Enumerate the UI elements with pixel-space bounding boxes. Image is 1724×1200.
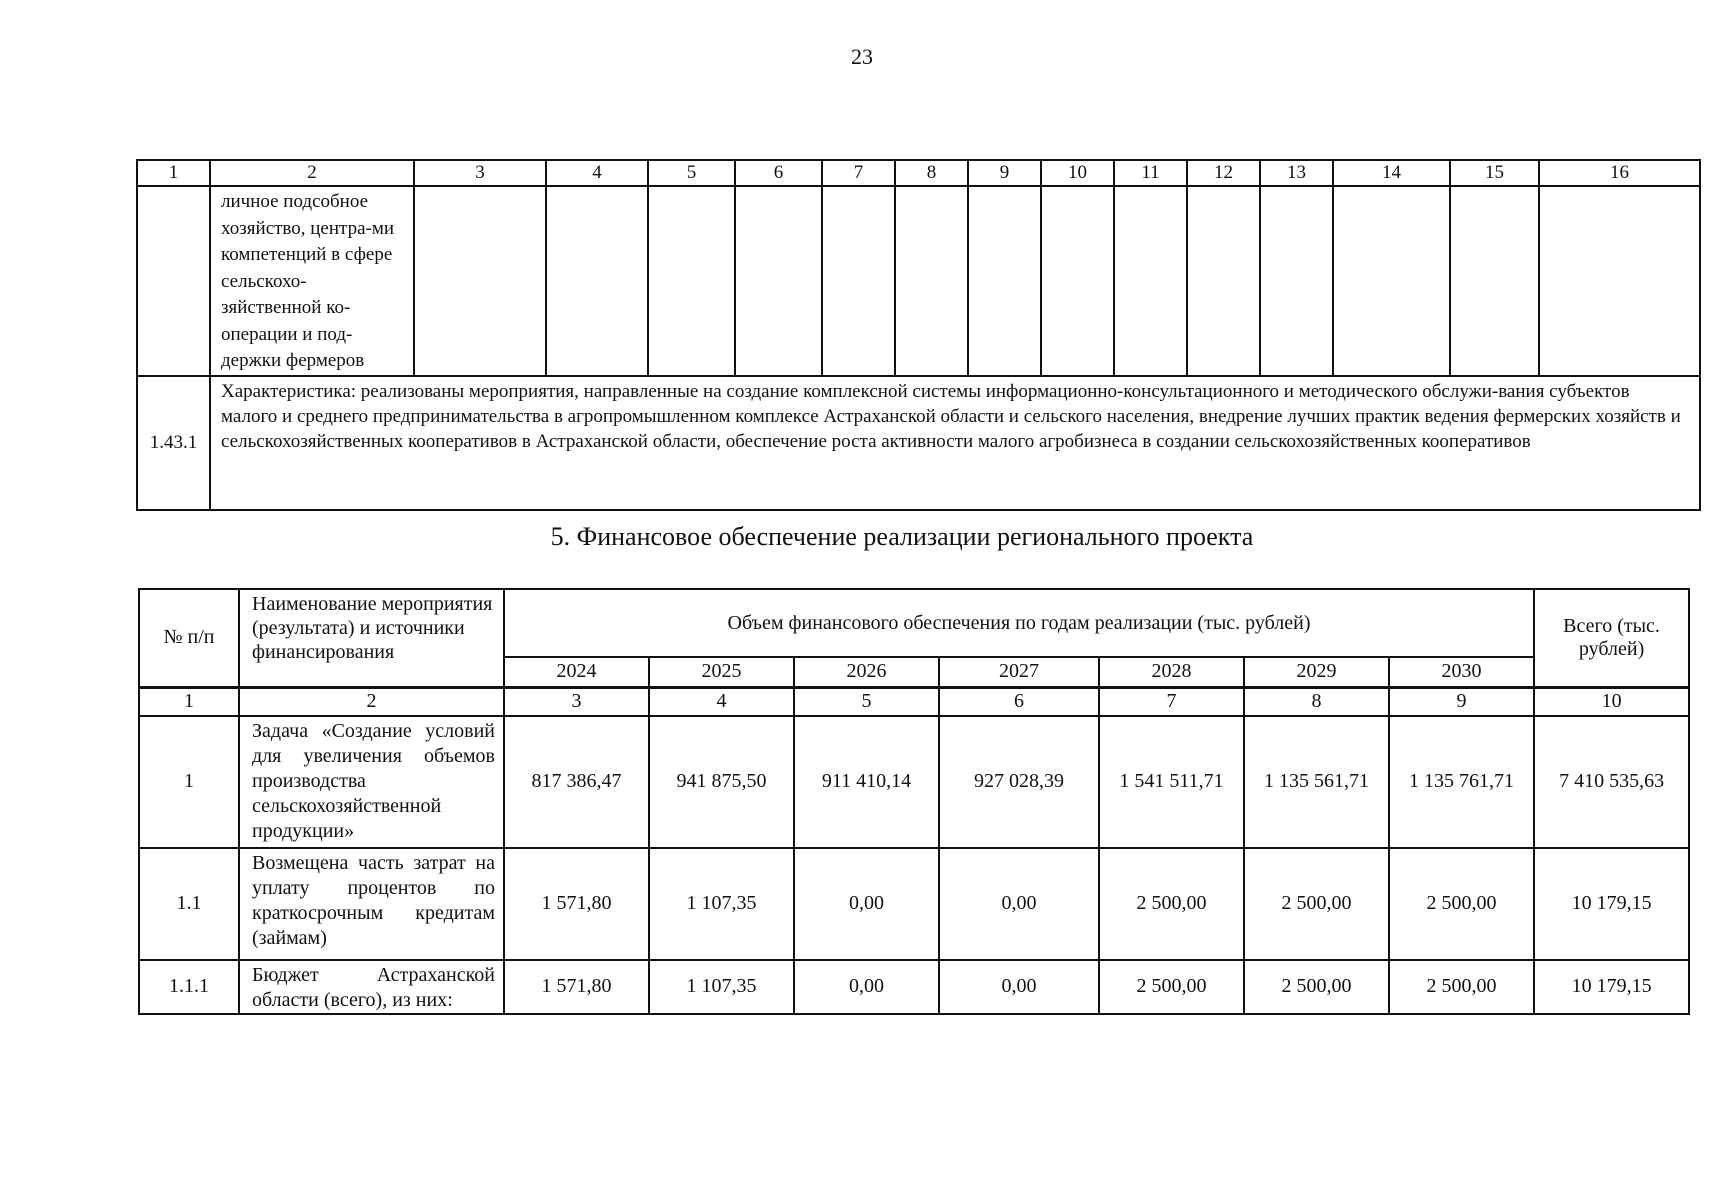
table-row — [137, 186, 1700, 376]
column-number: 16 — [1539, 160, 1700, 186]
page-number: 23 — [851, 44, 873, 69]
year-value: 0,00 — [939, 848, 1099, 960]
table-row — [139, 848, 1689, 960]
column-number: 4 — [546, 160, 648, 186]
year-value: 1 571,80 — [504, 960, 649, 1014]
year-value: 1 541 511,71 — [1099, 716, 1244, 848]
section-title: 5. Финансовое обеспечение реализации регионального проекта — [550, 522, 1254, 551]
financing-table — [138, 588, 1690, 1015]
header-volume: Объем финансового обеспечения по годам реализации (тыс. рублей) — [504, 589, 1534, 657]
year-value: 2 500,00 — [1244, 960, 1389, 1014]
year-header: 2027 — [939, 657, 1099, 687]
row-total: 10 179,15 — [1534, 848, 1689, 960]
column-number: 2 — [239, 687, 504, 716]
row-number: 1.1.1 — [139, 960, 239, 1014]
year-value: 1 571,80 — [504, 848, 649, 960]
column-number: 7 — [822, 160, 895, 186]
column-number: 6 — [735, 160, 822, 186]
year-value: 0,00 — [939, 960, 1099, 1014]
column-number: 3 — [504, 687, 649, 716]
year-value: 911 410,14 — [794, 716, 939, 848]
column-number: 7 — [1099, 687, 1244, 716]
year-header: 2030 — [1389, 657, 1534, 687]
row-number: 1 — [139, 716, 239, 848]
column-number: 9 — [968, 160, 1041, 186]
year-header: 2029 — [1244, 657, 1389, 687]
column-number: 11 — [1114, 160, 1187, 186]
year-value: 941 875,50 — [649, 716, 794, 848]
row-total: 7 410 535,63 — [1534, 716, 1689, 848]
year-value: 1 107,35 — [649, 848, 794, 960]
row-name: Задача «Создание условий для увеличения объемов производства сельскохозяйственной продукции» — [239, 716, 504, 848]
row-name: личное подсобное хозяйство, центра-ми компетенций в сфере сельскохо-зяйственной ко-операции и под-держки фермеров — [210, 186, 414, 376]
row-number: 1.43.1 — [137, 376, 210, 510]
year-value: 2 500,00 — [1099, 848, 1244, 960]
column-number: 4 — [649, 687, 794, 716]
header-total: Всего (тыс. рублей) — [1534, 589, 1689, 687]
year-header: 2028 — [1099, 657, 1244, 687]
year-value: 1 107,35 — [649, 960, 794, 1014]
column-number-row — [137, 160, 1700, 186]
table-row — [139, 716, 1689, 848]
year-header: 2025 — [649, 657, 794, 687]
column-number: 6 — [939, 687, 1099, 716]
column-number: 5 — [648, 160, 735, 186]
column-number: 5 — [794, 687, 939, 716]
column-number: 1 — [139, 687, 239, 716]
year-value: 2 500,00 — [1389, 960, 1534, 1014]
year-value: 1 135 561,71 — [1244, 716, 1389, 848]
row-number: 1.1 — [139, 848, 239, 960]
header-no: № п/п — [139, 589, 239, 687]
column-number: 14 — [1333, 160, 1450, 186]
characteristic-row — [137, 376, 1700, 510]
year-value: 0,00 — [794, 848, 939, 960]
column-number: 8 — [895, 160, 968, 186]
year-value: 817 386,47 — [504, 716, 649, 848]
year-header: 2024 — [504, 657, 649, 687]
column-number: 12 — [1187, 160, 1260, 186]
column-number-row — [139, 687, 1689, 716]
column-number: 2 — [210, 160, 414, 186]
column-number: 10 — [1534, 687, 1689, 716]
year-value: 927 028,39 — [939, 716, 1099, 848]
column-number: 1 — [137, 160, 210, 186]
year-value: 0,00 — [794, 960, 939, 1014]
column-number: 3 — [414, 160, 546, 186]
year-header: 2026 — [794, 657, 939, 687]
table-row — [139, 960, 1689, 1014]
column-number: 13 — [1260, 160, 1333, 186]
header-name: Наименование мероприятия (результата) и источники финансирования — [239, 589, 504, 687]
indicators-table — [136, 159, 1701, 511]
column-number: 8 — [1244, 687, 1389, 716]
year-value: 2 500,00 — [1244, 848, 1389, 960]
year-value: 1 135 761,71 — [1389, 716, 1534, 848]
row-total: 10 179,15 — [1534, 960, 1689, 1014]
header-row — [139, 589, 1689, 657]
year-value: 2 500,00 — [1099, 960, 1244, 1014]
year-value: 2 500,00 — [1389, 848, 1534, 960]
column-number: 10 — [1041, 160, 1114, 186]
characteristic-text: Характеристика: реализованы мероприятия, направленные на создание комплексной системы информационно-консультационного и методического обслужи-вания субъектов малого и среднего предпринимательства в агропромышленном комплексе Астраханской области и сельского населения, внедрение лучших практик ведения фермерских хозяйств и сельскохозяйственных кооперативов в Астраханской области, обеспечение роста активности малого агробизнеса в создании сельскохозяйственных кооперативов — [210, 376, 1700, 510]
column-number: 15 — [1450, 160, 1539, 186]
column-number: 9 — [1389, 687, 1534, 716]
row-name: Бюджет Астраханской области (всего), из них: — [239, 960, 504, 1014]
row-name: Возмещена часть затрат на уплату процентов по краткосрочным кредитам (займам) — [239, 848, 504, 960]
